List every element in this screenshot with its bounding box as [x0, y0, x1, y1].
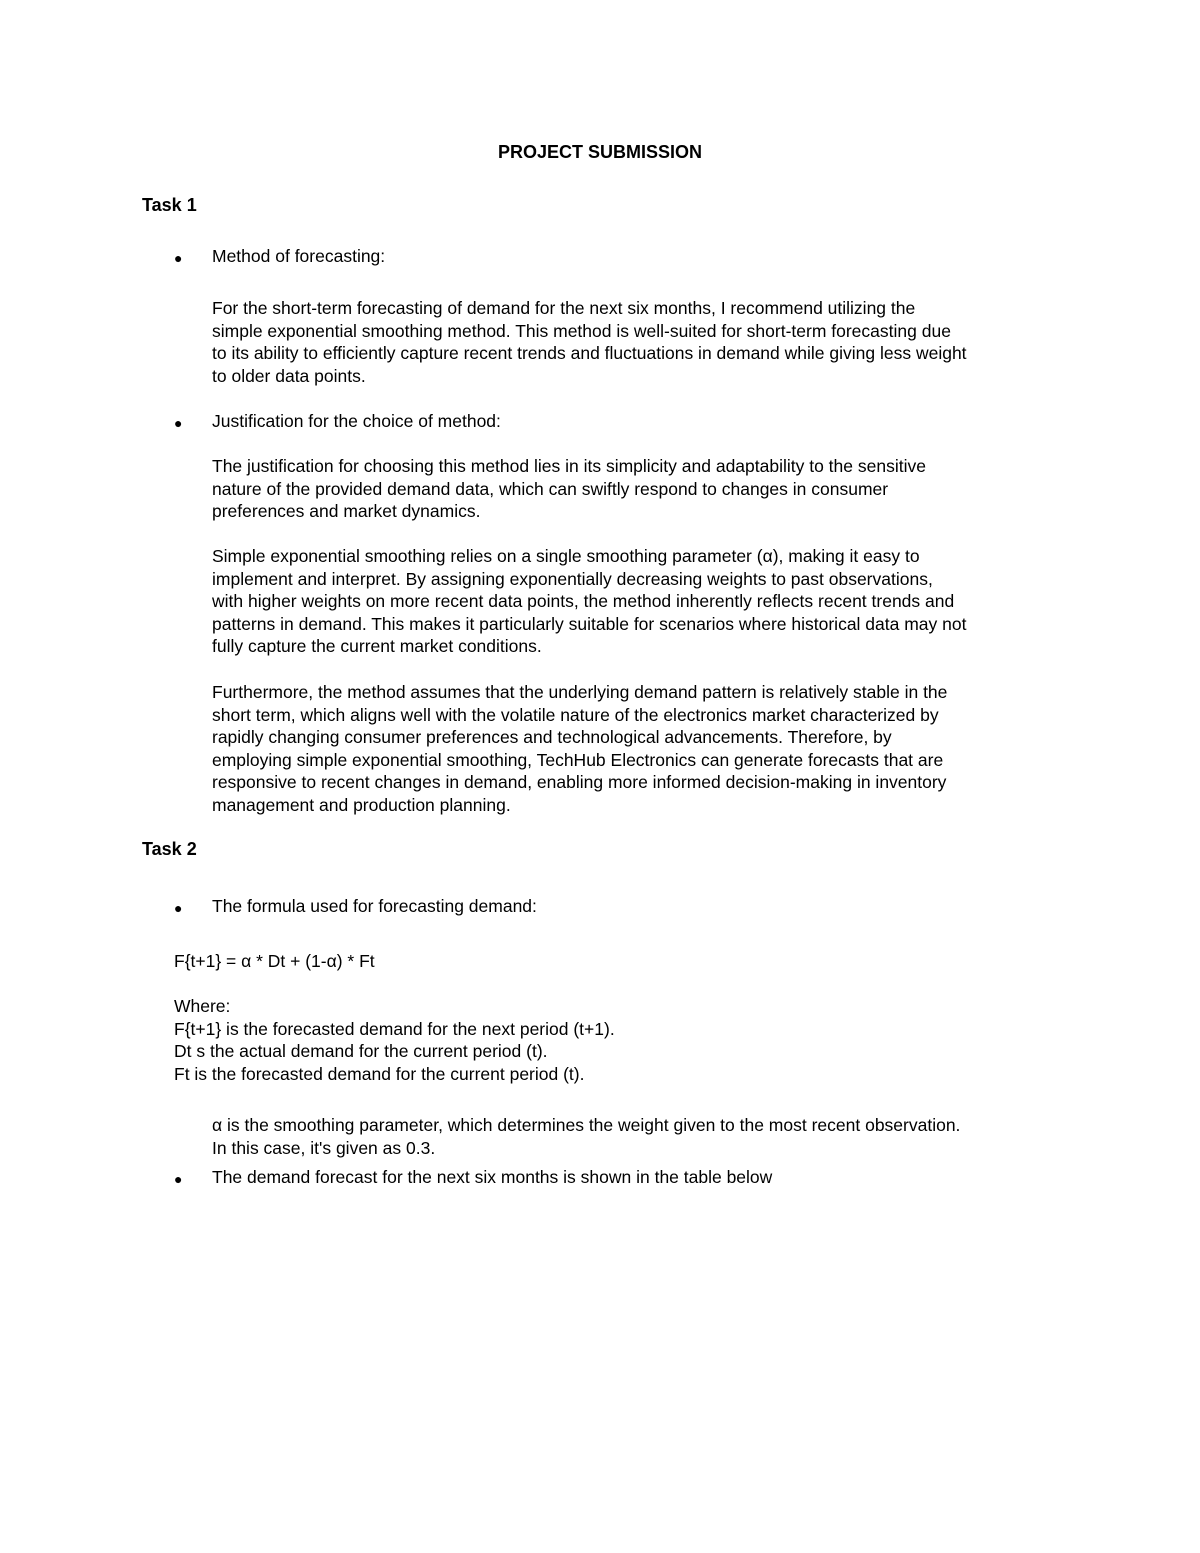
- text-line: simple exponential smoothing method. This method is well-suited for short-term forecasting due: [212, 320, 951, 341]
- text-line: α is the smoothing parameter, which determines the weight given to the most recent observation.: [212, 1115, 961, 1135]
- task2-heading: Task 2: [142, 839, 197, 859]
- text-line: to its ability to efficiently capture recent trends and fluctuations in demand while giving less weight: [212, 343, 967, 363]
- bullet-icon: ●: [174, 250, 183, 266]
- task2-bullet-formula: The formula used for forecasting demand:: [212, 896, 537, 916]
- text-line: management and production planning.: [212, 794, 511, 815]
- text-line: nature of the provided demand data, which can swiftly respond to changes in consumer: [212, 478, 889, 499]
- text-line: short term, which aligns well with the volatile nature of the electronics market characterized by: [212, 704, 939, 725]
- task1-paragraph-justification: [212, 455, 1072, 523]
- document-title: PROJECT SUBMISSION: [497, 142, 703, 162]
- task1-bullet-method: Method of forecasting:: [212, 246, 386, 266]
- alpha-definition: [212, 1114, 1072, 1159]
- task1-paragraph-furthermore: [212, 681, 1072, 816]
- task1-paragraph-smoothing: [212, 545, 1072, 658]
- text-line: For the short-term forecasting of demand for the next six months, I recommend utilizing the: [212, 298, 916, 318]
- text-line: rapidly changing consumer preferences and technological advancements. Therefore, by: [212, 727, 892, 747]
- text-line: to older data points.: [212, 365, 366, 386]
- bullet-icon: ●: [174, 1171, 183, 1187]
- task1-heading: Task 1: [142, 195, 197, 215]
- text-line: preferences and market dynamics.: [212, 501, 481, 521]
- bullet-icon: ●: [174, 415, 183, 431]
- where-label: Where:: [174, 996, 231, 1016]
- text-line: The justification for choosing this method lies in its simplicity and adaptability to the sensitive: [212, 456, 926, 476]
- text-line: with higher weights on more recent data points, the method inherently reflects recent trends and: [212, 591, 955, 611]
- text-line: In this case, it's given as 0.3.: [212, 1137, 436, 1158]
- definition-line: Dt s the actual demand for the current period (t).: [174, 1041, 548, 1061]
- task1-paragraph-method: [212, 297, 1072, 387]
- text-line: patterns in demand. This makes it particularly suitable for scenarios where historical data may not: [212, 613, 967, 634]
- definition-line: Ft is the forecasted demand for the current period (t).: [174, 1063, 585, 1084]
- task2-bullet-table: The demand forecast for the next six months is shown in the table below: [212, 1167, 773, 1187]
- forecast-formula: F{t+1} = α * Dt + (1-α) * Ft: [174, 951, 375, 971]
- bullet-icon: ●: [174, 900, 183, 916]
- text-line: fully capture the current market conditions.: [212, 636, 542, 656]
- text-line: responsive to recent changes in demand, enabling more informed decision-making in inventory: [212, 772, 947, 792]
- text-line: implement and interpret. By assigning exponentially decreasing weights to past observations,: [212, 568, 933, 589]
- task1-bullet-justification: Justification for the choice of method:: [212, 411, 501, 431]
- definition-line: F{t+1} is the forecasted demand for the next period (t+1).: [174, 1018, 615, 1039]
- text-line: Simple exponential smoothing relies on a single smoothing parameter (α), making it easy to: [212, 546, 920, 566]
- text-line: Furthermore, the method assumes that the underlying demand pattern is relatively stable in the: [212, 682, 948, 702]
- text-line: employing simple exponential smoothing, TechHub Electronics can generate forecasts that are: [212, 749, 944, 770]
- formula-definitions: [174, 995, 1074, 1085]
